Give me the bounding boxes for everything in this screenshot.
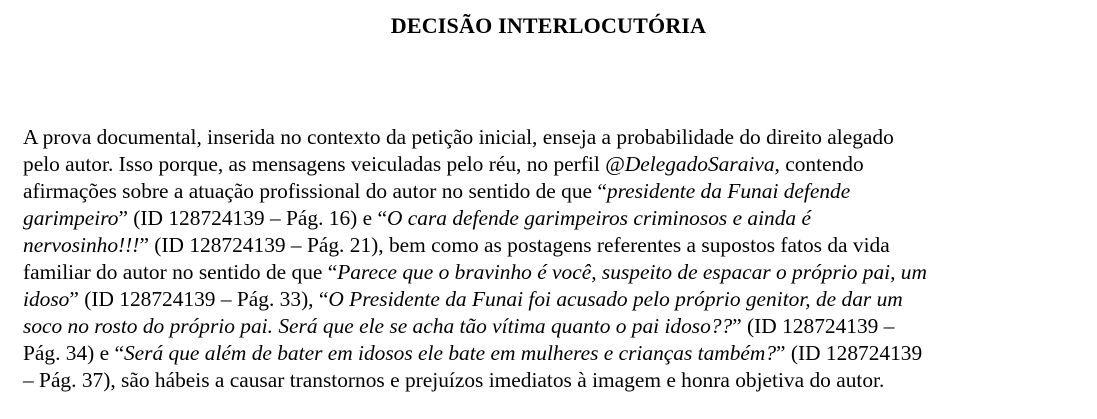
paragraph-line [23, 232, 1083, 259]
quoted-text: idoso [23, 287, 70, 311]
quoted-text: O cara defende garimpeiros criminosos e ainda é [386, 206, 811, 230]
paragraph-line [23, 313, 1083, 340]
body-text: ” (ID 128724139 – Pág. 16) e “ [118, 206, 387, 230]
quoted-text: Parece que o bravinho é você, suspeito de espacar o próprio pai, um [337, 260, 927, 284]
paragraph-line [23, 367, 1083, 394]
body-text: afirmações sobre a atuação profissional do autor no sentido de que “ [23, 179, 607, 203]
quoted-text: @DelegadoSaraiva [605, 152, 775, 176]
quoted-text: soco no rosto do próprio pai. Será que ele se acha tão vítima quanto o pai idoso?? [23, 314, 733, 338]
paragraph-line [23, 340, 1083, 367]
quoted-text: garimpeiro [23, 206, 119, 230]
paragraph-line [23, 151, 1083, 178]
body-text: ” (ID 128724139 – Pág. 21), bem como as postagens referentes a supostos fatos da vida [139, 233, 890, 257]
quoted-text: nervosinho!!! [23, 233, 140, 257]
document-title: DECISÃO INTERLOCUTÓRIA [390, 13, 707, 38]
paragraph-line [23, 286, 1083, 313]
paragraph-line [23, 124, 1083, 151]
body-text: Pág. 34) e “ [23, 341, 124, 365]
body-text: familiar do autor no sentido de que “ [23, 260, 338, 284]
body-text: A prova documental, inserida no contexto da petição inicial, enseja a probabilidade do direito alegado [23, 125, 894, 149]
paragraph-line [23, 205, 1083, 232]
quoted-text: O Presidente da Funai foi acusado pelo próprio genitor, de dar um [328, 287, 903, 311]
body-text: ” (ID 128724139 [776, 341, 923, 365]
paragraph-line [23, 259, 1083, 286]
body-text: ” (ID 128724139 – [732, 314, 895, 338]
body-text: pelo autor. Isso porque, as mensagens veiculadas pelo réu, no perfil [23, 152, 606, 176]
paragraph-line [23, 178, 1083, 205]
body-text: ” (ID 128724139 – Pág. 33), “ [69, 287, 329, 311]
body-text: , contendo [774, 152, 864, 176]
body-text: – Pág. 37), são hábeis a causar transtornos e prejuízos imediatos à imagem e honra objetiva do autor. [23, 368, 885, 392]
quoted-text: presidente da Funai defende [606, 179, 851, 203]
decision-paragraph [23, 124, 1083, 394]
quoted-text: Será que além de bater em idosos ele bate em mulheres e crianças também? [123, 341, 777, 365]
